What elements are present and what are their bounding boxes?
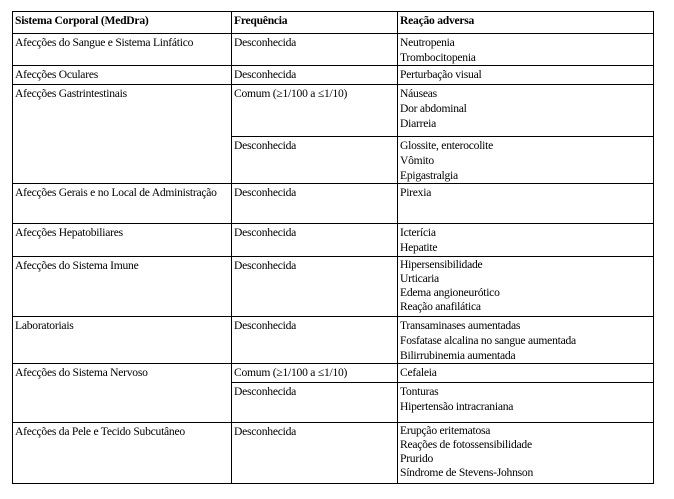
reaction-item: Dor abdominal xyxy=(400,102,467,115)
reaction-item: Diarreia xyxy=(400,117,436,130)
reaction-item: Bilirrubinemia aumentada xyxy=(400,349,516,362)
frequency-cell: Desconhecida xyxy=(232,66,398,85)
table-header-row xyxy=(13,12,654,34)
reactions-cell xyxy=(398,66,654,85)
reaction-item: Reações de fotossensibilidade xyxy=(400,438,532,451)
system-cell: Afecções Oculares xyxy=(13,66,232,85)
system-cell: Afecções Gerais e no Local de Administração xyxy=(13,184,232,224)
system-cell: Afecções Hepatobiliares xyxy=(13,224,232,257)
system-cell: Afecções do Sangue e Sistema Linfático xyxy=(13,34,232,66)
reaction-item: Epigastralgia xyxy=(400,169,458,182)
header-reaction: Reação adversa xyxy=(398,12,654,34)
system-cell: Laboratoriais xyxy=(13,317,232,364)
reactions-cell xyxy=(398,34,654,66)
reactions-cell xyxy=(398,224,654,257)
table-row xyxy=(13,317,654,364)
reaction-item: Glossite, enterocolite xyxy=(400,139,494,152)
header-system: Sistema Corporal (MedDra) xyxy=(13,12,232,34)
system-cell: Afecções Gastrintestinais xyxy=(13,85,232,184)
reaction-item: Hipersensibilidade xyxy=(400,258,483,271)
reactions-cell xyxy=(398,364,654,383)
reaction-item: Cefaleia xyxy=(400,366,437,379)
table-row xyxy=(13,224,654,257)
reaction-item: Neutropenia xyxy=(400,36,455,49)
reactions-cell xyxy=(398,184,654,224)
reaction-item: Pirexia xyxy=(400,186,432,199)
reaction-item: Trombocitopenia xyxy=(400,51,476,64)
reaction-item: Reação anafilática xyxy=(400,300,481,313)
frequency-cell: Desconhecida xyxy=(232,317,398,364)
reaction-item: Urticaria xyxy=(400,272,439,285)
system-cell: Afecções da Pele e Tecido Subcutâneo xyxy=(13,423,232,484)
adverse-reactions-table xyxy=(12,11,654,484)
reactions-cell xyxy=(398,423,654,484)
frequency-cell: Desconhecida xyxy=(232,423,398,484)
reaction-item: Vômito xyxy=(400,154,434,167)
reaction-item: Hipertensão intracraniana xyxy=(400,400,514,413)
reaction-item: Prurido xyxy=(400,452,434,465)
frequency-cell: Comum (≥1/100 a ≤1/10) xyxy=(232,85,398,137)
reactions-cell xyxy=(398,317,654,364)
reactions-cell xyxy=(398,85,654,137)
header-frequency: Frequência xyxy=(232,12,398,34)
reaction-item: Edema angioneurótico xyxy=(400,286,500,299)
reaction-item: Perturbação visual xyxy=(400,68,482,81)
table-row xyxy=(13,184,654,224)
frequency-cell: Desconhecida xyxy=(232,383,398,423)
table-row xyxy=(13,423,654,484)
reaction-item: Tonturas xyxy=(400,385,439,398)
reactions-cell xyxy=(398,257,654,317)
table-row xyxy=(13,66,654,85)
reactions-cell xyxy=(398,383,654,423)
frequency-cell: Desconhecida xyxy=(232,257,398,317)
table-row xyxy=(13,34,654,66)
reaction-item: Hepatite xyxy=(400,241,438,254)
frequency-cell: Desconhecida xyxy=(232,137,398,184)
frequency-cell: Desconhecida xyxy=(232,34,398,66)
reaction-item: Fosfatase alcalina no sangue aumentada xyxy=(400,334,576,347)
frequency-cell: Desconhecida xyxy=(232,184,398,224)
reaction-item: Transaminases aumentadas xyxy=(400,319,521,332)
table-row xyxy=(13,257,654,317)
system-cell: Afecções do Sistema Imune xyxy=(13,257,232,317)
frequency-cell: Desconhecida xyxy=(232,224,398,257)
frequency-cell: Comum (≥1/100 a ≤1/10) xyxy=(232,364,398,383)
reaction-item: Síndrome de Stevens-Johnson xyxy=(400,466,534,479)
table-row xyxy=(13,364,654,383)
reactions-cell xyxy=(398,137,654,184)
reaction-item: Erupção eritematosa xyxy=(400,424,491,437)
table-row xyxy=(13,85,654,137)
reaction-item: Náuseas xyxy=(400,87,437,100)
system-cell: Afecções do Sistema Nervoso xyxy=(13,364,232,423)
reaction-item: Icterícia xyxy=(400,226,436,239)
